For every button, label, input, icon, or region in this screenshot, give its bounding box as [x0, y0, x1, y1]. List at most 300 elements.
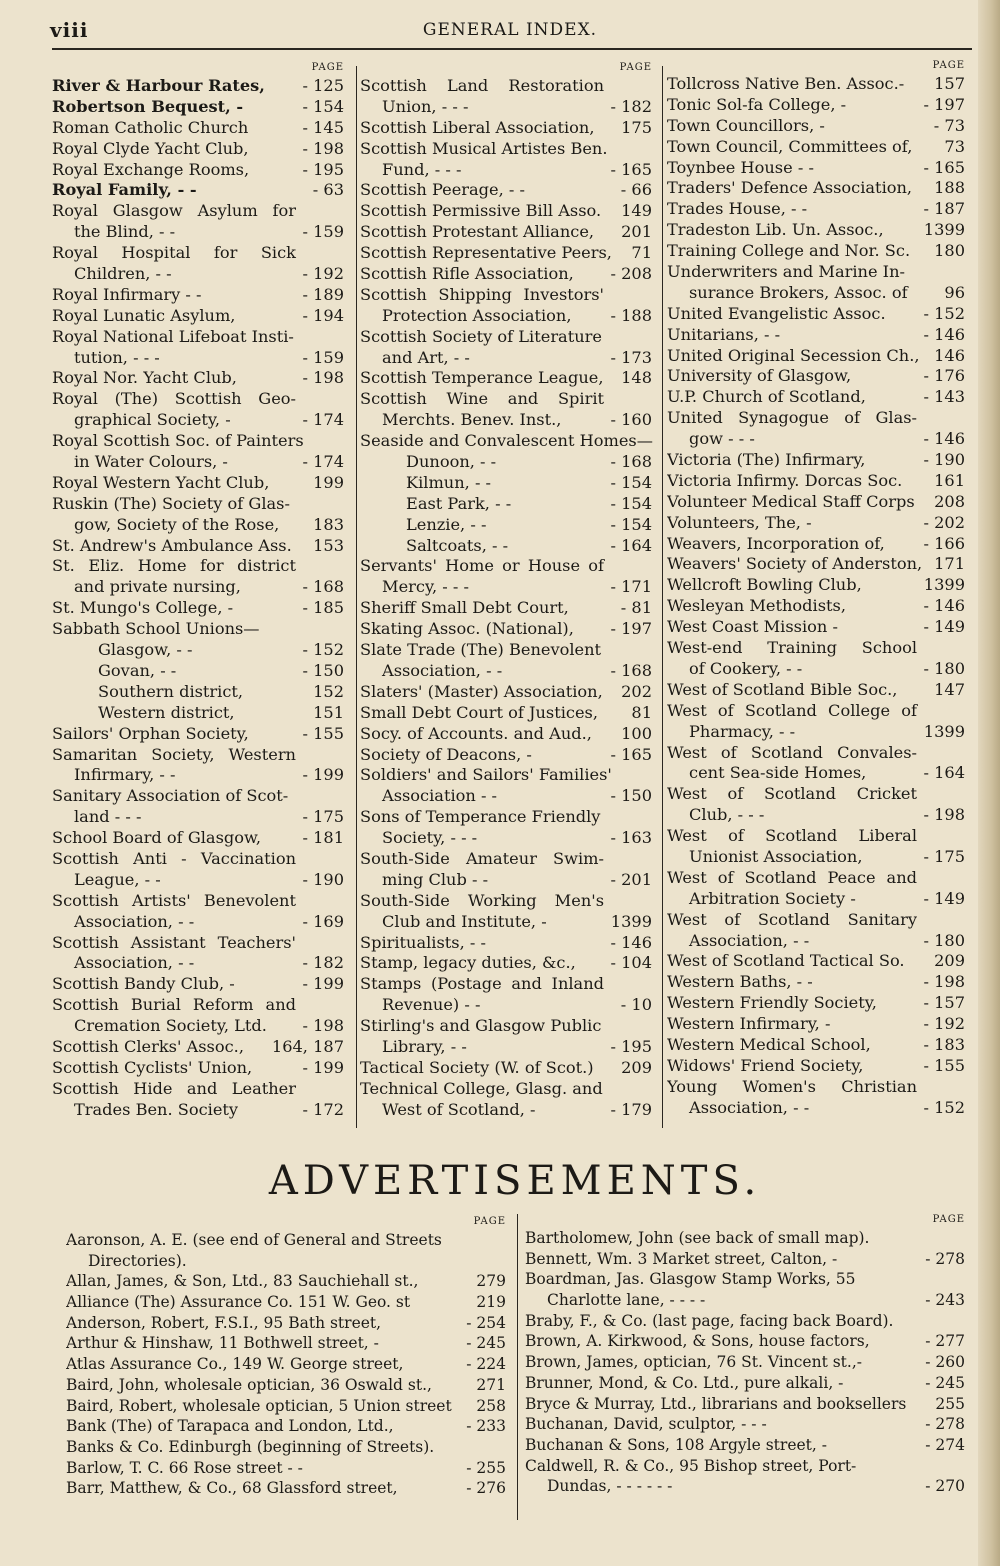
- column-divider: [517, 1214, 518, 1520]
- entry-text: Caldwell, R. & Co., 95 Bishop street, Port-: [525, 1456, 857, 1475]
- entry-text: School Board of Glasgow,: [52, 828, 262, 848]
- entry-text: Royal Nor. Yacht Club,: [52, 368, 237, 388]
- entry-text: Brunner, Mond, & Co. Ltd., pure alkali, -: [525, 1373, 844, 1392]
- entry-text: River & Harbour Rates,: [52, 76, 265, 95]
- index-entry: [667, 1077, 973, 1098]
- entry-list: [52, 76, 352, 1121]
- entry-page-number: - 154: [610, 514, 652, 534]
- entry-text: Town Councillors, -: [667, 115, 825, 135]
- entry-text: Widows' Friend Society,: [667, 1055, 864, 1075]
- index-entry: [360, 264, 660, 285]
- entry-text: Tactical Society (W. of Scot.): [360, 1057, 594, 1077]
- entry-text: West of Scotland Sanitary: [667, 909, 917, 929]
- entry-page-number: - 81: [620, 598, 652, 618]
- entry-text: Scottish Society of Literature: [360, 326, 602, 346]
- index-entry: [525, 1476, 973, 1497]
- entry-page-number: - 10: [620, 995, 652, 1015]
- index-entry: [52, 452, 352, 473]
- index-entry: [52, 389, 352, 410]
- index-entry: [667, 74, 973, 95]
- index-entry: [52, 285, 352, 306]
- entry-text: Traders' Defence Association,: [667, 178, 913, 198]
- entry-text: Lenzie, - -: [406, 514, 487, 534]
- index-entry: [52, 724, 352, 745]
- entry-text: Scottish Temperance League,: [360, 368, 604, 388]
- entry-page-number: 71: [631, 243, 652, 263]
- entry-text: Royal Exchange Rooms,: [52, 159, 250, 179]
- entry-text: Association, - -: [382, 660, 503, 680]
- entry-page-number: - 197: [610, 619, 652, 639]
- index-entry: [360, 556, 660, 577]
- index-entry: [667, 1035, 973, 1056]
- index-entry: [52, 515, 352, 536]
- entry-text: ming Club - -: [382, 869, 489, 889]
- entry-page-number: 149: [621, 201, 652, 221]
- page-column-label: PAGE: [311, 62, 344, 73]
- index-entry: [52, 912, 352, 933]
- entry-text: and private nursing,: [74, 577, 241, 597]
- entry-page-number: - 146: [610, 932, 652, 952]
- index-entry: [360, 431, 660, 452]
- entry-text: U.P. Church of Scotland,: [667, 387, 866, 407]
- index-entry: [52, 201, 352, 222]
- index-entry: [667, 492, 973, 513]
- entry-page-number: - 171: [610, 577, 652, 597]
- entry-text: Scottish Musical Artistes Ben.: [360, 138, 608, 158]
- index-entry: [52, 264, 352, 285]
- entry-page-number: 1399: [610, 911, 652, 931]
- index-entry: [360, 953, 660, 974]
- entry-page-number: 219: [476, 1293, 506, 1312]
- index-entry: [360, 807, 660, 828]
- entry-text: gow, Society of the Rose,: [74, 514, 280, 534]
- index-entry: [667, 554, 973, 575]
- entry-page-number: 271: [476, 1375, 506, 1394]
- entry-page-number: - 201: [610, 869, 652, 889]
- entry-page-number: - 278: [925, 1249, 965, 1268]
- entry-text: West of Scotland Tactical So.: [667, 951, 905, 971]
- entry-text: Brown, James, optician, 76 St. Vincent st.,-: [525, 1353, 863, 1372]
- entry-text: Scottish Rifle Association,: [360, 264, 574, 284]
- entry-list: [667, 74, 973, 1119]
- index-entry: [667, 513, 973, 534]
- entry-page-number: - 194: [302, 305, 344, 325]
- entry-text: Bryce & Murray, Ltd., librarians and booksellers: [525, 1394, 907, 1413]
- entry-text: Revenue) - -: [382, 995, 481, 1015]
- entry-text: Southern district,: [98, 681, 244, 701]
- index-entry: [667, 408, 973, 429]
- entry-page-number: - 174: [302, 452, 344, 472]
- entry-text: Seaside and Convalescent Homes—: [360, 431, 653, 451]
- index-entry: [667, 325, 973, 346]
- entry-page-number: 153: [313, 535, 344, 555]
- entry-text: Allan, James, & Son, Ltd., 83 Sauchiehall st.,: [66, 1272, 419, 1291]
- entry-page-number: - 197: [923, 94, 965, 114]
- index-entry: [360, 201, 660, 222]
- entry-text: Dunoon, - -: [406, 452, 497, 472]
- entry-page-number: - 198: [302, 138, 344, 158]
- entry-page-number: - 198: [923, 805, 965, 825]
- entry-text: Trades House, - -: [667, 199, 808, 219]
- index-entry: [360, 577, 660, 598]
- entry-text: Royal Lunatic Asylum,: [52, 305, 236, 325]
- entry-text: Royal Clyde Yacht Club,: [52, 138, 249, 158]
- entry-text: Royal Glasgow Asylum for: [52, 201, 296, 221]
- index-column-1: [52, 62, 352, 1121]
- entry-text: gow - - -: [689, 429, 755, 449]
- entry-text: Baird, Robert, wholesale optician, 5 Union street: [66, 1396, 452, 1415]
- entry-text: Scottish Wine and Spirit: [360, 389, 604, 409]
- index-column-2: [360, 62, 660, 1121]
- entry-page-number: - 149: [923, 888, 965, 908]
- entry-page-number: 209: [934, 951, 965, 971]
- entry-text: Roman Catholic Church: [52, 117, 249, 137]
- entry-page-number: 96: [944, 282, 965, 302]
- entry-text: Scottish Anti - Vaccination: [52, 848, 296, 868]
- entry-page-number: - 198: [302, 368, 344, 388]
- entry-text: Union, - - -: [382, 96, 469, 116]
- entry-text: Unionist Association,: [689, 846, 863, 866]
- entry-text: Brown, A. Kirkwood, & Sons, house factors,: [525, 1332, 870, 1351]
- entry-text: Socy. of Accounts. and Aud.,: [360, 723, 592, 743]
- entry-page-number: - 199: [302, 765, 344, 785]
- index-entry: [360, 974, 660, 995]
- entry-text: Scottish Cyclists' Union,: [52, 1057, 253, 1077]
- index-entry: [667, 993, 973, 1014]
- column-divider: [662, 66, 663, 1128]
- entry-page-number: - 199: [302, 1057, 344, 1077]
- index-entry: [667, 158, 973, 179]
- entry-text: United Evangelistic Assoc.: [667, 303, 886, 323]
- entry-text: Volunteer Medical Staff Corps: [667, 491, 915, 511]
- entry-text: Western Friendly Society,: [667, 993, 877, 1013]
- entry-text: Charlotte lane, - - - -: [547, 1291, 706, 1310]
- entry-page-number: - 188: [610, 305, 652, 325]
- index-entry: [667, 659, 973, 680]
- index-entry: [52, 933, 352, 954]
- entry-page-number: - 163: [610, 828, 652, 848]
- index-entry: [52, 76, 352, 97]
- entry-page-number: - 270: [925, 1477, 965, 1496]
- entry-text: Cremation Society, Ltd.: [74, 1016, 267, 1036]
- entry-page-number: - 154: [610, 493, 652, 513]
- index-entry: [360, 1016, 660, 1037]
- index-entry: [66, 1333, 514, 1354]
- index-entry: [360, 765, 660, 786]
- index-entry: [52, 180, 352, 201]
- entry-text: Spiritualists, - -: [360, 932, 486, 952]
- page-column-label: PAGE: [932, 60, 965, 71]
- entry-text: West of Scotland Bible Soc.,: [667, 679, 898, 699]
- index-entry: [667, 868, 973, 889]
- index-entry: [360, 786, 660, 807]
- index-entry: [52, 619, 352, 640]
- index-entry: [667, 972, 973, 993]
- entry-page-number: 258: [476, 1396, 506, 1415]
- index-entry: [52, 222, 352, 243]
- index-entry: [52, 243, 352, 264]
- entry-text: Skating Assoc. (National),: [360, 619, 574, 639]
- entry-text: Western Infirmary, -: [667, 1014, 831, 1034]
- index-entry: [667, 722, 973, 743]
- entry-page-number: - 152: [923, 1097, 965, 1117]
- entry-text: Infirmary, - -: [74, 765, 176, 785]
- entry-text: Aaronson, A. E. (see end of General and Streets: [66, 1231, 442, 1249]
- entry-text: Royal Infirmary - -: [52, 284, 202, 304]
- entry-text: Royal Western Yacht Club,: [52, 472, 270, 492]
- entry-list: [66, 1230, 514, 1499]
- entry-page-number: - 180: [923, 658, 965, 678]
- entry-page-number: - 149: [923, 617, 965, 637]
- entry-list: [525, 1228, 973, 1497]
- index-entry: [360, 348, 660, 369]
- entry-text: United Original Secession Ch.,: [667, 345, 920, 365]
- entry-text: Sailors' Orphan Society,: [52, 723, 249, 743]
- entry-text: Unitarians, - -: [667, 324, 781, 344]
- entry-text: Buchanan & Sons, 108 Argyle street, -: [525, 1435, 827, 1454]
- entry-text: Western district,: [98, 702, 235, 722]
- entry-text: Dundas, - - - - - -: [547, 1477, 673, 1496]
- entry-text: Sabbath School Unions—: [52, 619, 260, 639]
- index-entry: [52, 891, 352, 912]
- index-entry: [525, 1269, 973, 1290]
- entry-text: Society of Deacons, -: [360, 744, 532, 764]
- index-entry: [667, 304, 973, 325]
- index-entry: [360, 598, 660, 619]
- entry-text: Association, - -: [689, 930, 810, 950]
- entry-page-number: 1399: [923, 721, 965, 741]
- index-entry: [525, 1290, 973, 1311]
- index-entry: [360, 661, 660, 682]
- entry-text: of Cookery, - -: [689, 658, 803, 678]
- entry-text: Stirling's and Glasgow Public: [360, 1016, 602, 1036]
- entry-page-number: - 168: [302, 577, 344, 597]
- entry-text: West of Scotland Liberal: [667, 826, 917, 846]
- index-entry: [66, 1458, 514, 1479]
- page-header: [50, 18, 970, 48]
- entry-text: South-Side Working Men's: [360, 890, 604, 910]
- entry-text: Bartholomew, John (see back of small map).: [525, 1229, 870, 1247]
- index-entry: [52, 139, 352, 160]
- entry-text: Wesleyan Methodists,: [667, 596, 846, 616]
- entry-text: cent Sea-side Homes,: [689, 763, 867, 783]
- entry-page-number: - 185: [302, 598, 344, 618]
- index-entry: [360, 180, 660, 201]
- entry-text: Royal National Lifeboat Insti-: [52, 326, 294, 346]
- entry-text: Scottish Assistant Teachers': [52, 932, 296, 952]
- entry-page-number: - 195: [610, 1036, 652, 1056]
- index-entry: [52, 995, 352, 1016]
- index-entry: [667, 596, 973, 617]
- entry-page-number: - 154: [302, 96, 344, 116]
- entry-text: St. Andrew's Ambulance Ass.: [52, 535, 292, 555]
- index-entry: [360, 306, 660, 327]
- index-entry: [360, 285, 660, 306]
- page-column-label: PAGE: [619, 62, 652, 73]
- entry-page-number: 279: [476, 1272, 506, 1291]
- index-entry: [525, 1249, 973, 1270]
- entry-text: and Art, - -: [382, 347, 470, 367]
- entry-page-number: - 187: [923, 199, 965, 219]
- entry-text: West of Scotland Cricket: [667, 784, 917, 804]
- page-edge: [978, 0, 1000, 1566]
- entry-text: West of Scotland, -: [382, 1099, 536, 1119]
- index-entry: [360, 703, 660, 724]
- index-entry: [667, 805, 973, 826]
- entry-page-number: - 224: [466, 1355, 506, 1374]
- entry-text: West Coast Mission -: [667, 617, 838, 637]
- entry-text: Soldiers' and Sailors' Families': [360, 765, 612, 785]
- index-entry: [66, 1292, 514, 1313]
- entry-page-number: - 73: [933, 115, 965, 135]
- index-entry: [360, 327, 660, 348]
- index-entry: [667, 826, 973, 847]
- index-entry: [667, 847, 973, 868]
- index-entry: [360, 828, 660, 849]
- entry-page-number: - 202: [923, 512, 965, 532]
- index-entry: [525, 1311, 973, 1332]
- entry-text: Baird, John, wholesale optician, 36 Oswald st.,: [66, 1375, 432, 1394]
- entry-text: Tonic Sol-fa College, -: [667, 94, 847, 114]
- entry-text: in Water Colours, -: [74, 452, 228, 472]
- entry-page-number: - 198: [923, 972, 965, 992]
- entry-page-number: - 154: [610, 472, 652, 492]
- index-entry: [52, 953, 352, 974]
- entry-text: Scottish Land Restoration: [360, 76, 604, 95]
- index-entry: [360, 640, 660, 661]
- entry-page-number: - 150: [610, 786, 652, 806]
- entry-page-number: - 152: [302, 640, 344, 660]
- entry-page-number: - 180: [923, 930, 965, 950]
- index-entry: [667, 743, 973, 764]
- entry-page-number: - 165: [610, 744, 652, 764]
- entry-page-number: - 176: [923, 366, 965, 386]
- index-entry: [66, 1271, 514, 1292]
- index-entry: [667, 450, 973, 471]
- entry-page-number: - 143: [923, 387, 965, 407]
- index-entry: [667, 910, 973, 931]
- index-entry: [667, 951, 973, 972]
- index-entry: [360, 243, 660, 264]
- entry-text: graphical Society, -: [74, 410, 231, 430]
- index-entry: [360, 682, 660, 703]
- entry-text: Tollcross Native Ben. Assoc.-: [667, 74, 905, 93]
- entry-text: South-Side Amateur Swim-: [360, 848, 604, 868]
- entry-text: West of Scotland Peace and: [667, 867, 917, 887]
- index-entry: [52, 348, 352, 369]
- page-column-label: PAGE: [473, 1216, 506, 1227]
- entry-text: Weavers, Incorporation of,: [667, 533, 885, 553]
- entry-page-number: - 175: [923, 846, 965, 866]
- entry-text: Merchts. Benev. Inst.,: [382, 410, 562, 430]
- page-column-label: PAGE: [932, 1214, 965, 1225]
- index-entry: [52, 640, 352, 661]
- entry-text: East Park, - -: [406, 493, 512, 513]
- entry-text: Glasgow, - -: [98, 640, 193, 660]
- entry-text: Library, - -: [382, 1036, 467, 1056]
- index-entry: [525, 1228, 973, 1249]
- entry-page-number: - 182: [302, 953, 344, 973]
- index-entry: [525, 1373, 973, 1394]
- index-entry: [360, 745, 660, 766]
- index-entry: [52, 786, 352, 807]
- entry-text: land - - -: [74, 807, 142, 827]
- entry-text: Atlas Assurance Co., 149 W. George street,: [66, 1355, 404, 1374]
- entry-page-number: - 164: [923, 763, 965, 783]
- entry-text: Samaritan Society, Western: [52, 744, 296, 764]
- entry-text: Young Women's Christian: [667, 1076, 917, 1096]
- entry-text: Stamp, legacy duties, &c.,: [360, 953, 576, 973]
- index-entry: [667, 178, 973, 199]
- index-entry: [66, 1416, 514, 1437]
- index-entry: [667, 471, 973, 492]
- entry-page-number: - 169: [302, 911, 344, 931]
- entry-page-number: 152: [313, 681, 344, 701]
- entry-page-number: - 277: [925, 1332, 965, 1351]
- entry-text: Town Council, Committees of,: [667, 136, 913, 156]
- entry-text: Barlow, T. C. 66 Rose street - -: [66, 1458, 303, 1477]
- entry-page-number: - 276: [466, 1479, 506, 1498]
- index-entry: [52, 974, 352, 995]
- entry-page-number: 81: [631, 702, 652, 722]
- entry-page-number: - 150: [302, 660, 344, 680]
- entry-text: Training College and Nor. Sc.: [667, 241, 911, 261]
- advertisements-column-1: [66, 1216, 514, 1499]
- entry-text: Scottish Artists' Benevolent: [52, 890, 296, 910]
- index-entry: [360, 139, 660, 160]
- entry-text: Buchanan, David, sculptor, - - -: [525, 1415, 767, 1434]
- entry-page-number: 161: [934, 470, 965, 490]
- entry-page-number: - 146: [923, 324, 965, 344]
- entry-page-number: - 159: [302, 347, 344, 367]
- entry-page-number: - 255: [466, 1458, 506, 1477]
- index-entry: [525, 1394, 973, 1415]
- index-entry: [667, 638, 973, 659]
- index-entry: [667, 534, 973, 555]
- entry-text: Arbitration Society -: [689, 888, 856, 908]
- entry-page-number: - 233: [466, 1417, 506, 1436]
- entry-page-number: 208: [934, 491, 965, 511]
- entry-text: Royal Family, - -: [52, 180, 197, 200]
- index-entry: [52, 556, 352, 577]
- entry-page-number: 209: [621, 1057, 652, 1077]
- index-entry: [52, 1079, 352, 1100]
- entry-text: Slate Trade (The) Benevolent: [360, 640, 602, 660]
- index-entry: [360, 118, 660, 139]
- entry-page-number: - 192: [302, 264, 344, 284]
- entry-text: the Blind, - -: [74, 222, 176, 242]
- entry-page-number: - 66: [620, 180, 652, 200]
- entry-page-number: - 155: [302, 723, 344, 743]
- entry-page-number: - 199: [302, 974, 344, 994]
- entry-text: Saltcoats, - -: [406, 535, 509, 555]
- entry-text: Bennett, Wm. 3 Market street, Calton, -: [525, 1249, 838, 1268]
- advertisements-column-2: [525, 1214, 973, 1497]
- entry-text: Fund, - - -: [382, 159, 462, 179]
- index-entry: [360, 619, 660, 640]
- index-entry: [52, 306, 352, 327]
- entry-text: Scottish Bandy Club, -: [52, 974, 235, 994]
- entry-text: Association, - -: [689, 1097, 810, 1117]
- entry-page-number: - 181: [302, 828, 344, 848]
- entry-text: Mercy, - - -: [382, 577, 469, 597]
- entry-page-number: - 157: [923, 993, 965, 1013]
- entry-text: Small Debt Court of Justices,: [360, 702, 598, 722]
- entry-text: Boardman, Jas. Glasgow Stamp Works, 55: [525, 1270, 856, 1289]
- entry-text: Club, - - -: [689, 805, 765, 825]
- entry-page-number: 202: [621, 681, 652, 701]
- entry-page-number: 148: [621, 368, 652, 388]
